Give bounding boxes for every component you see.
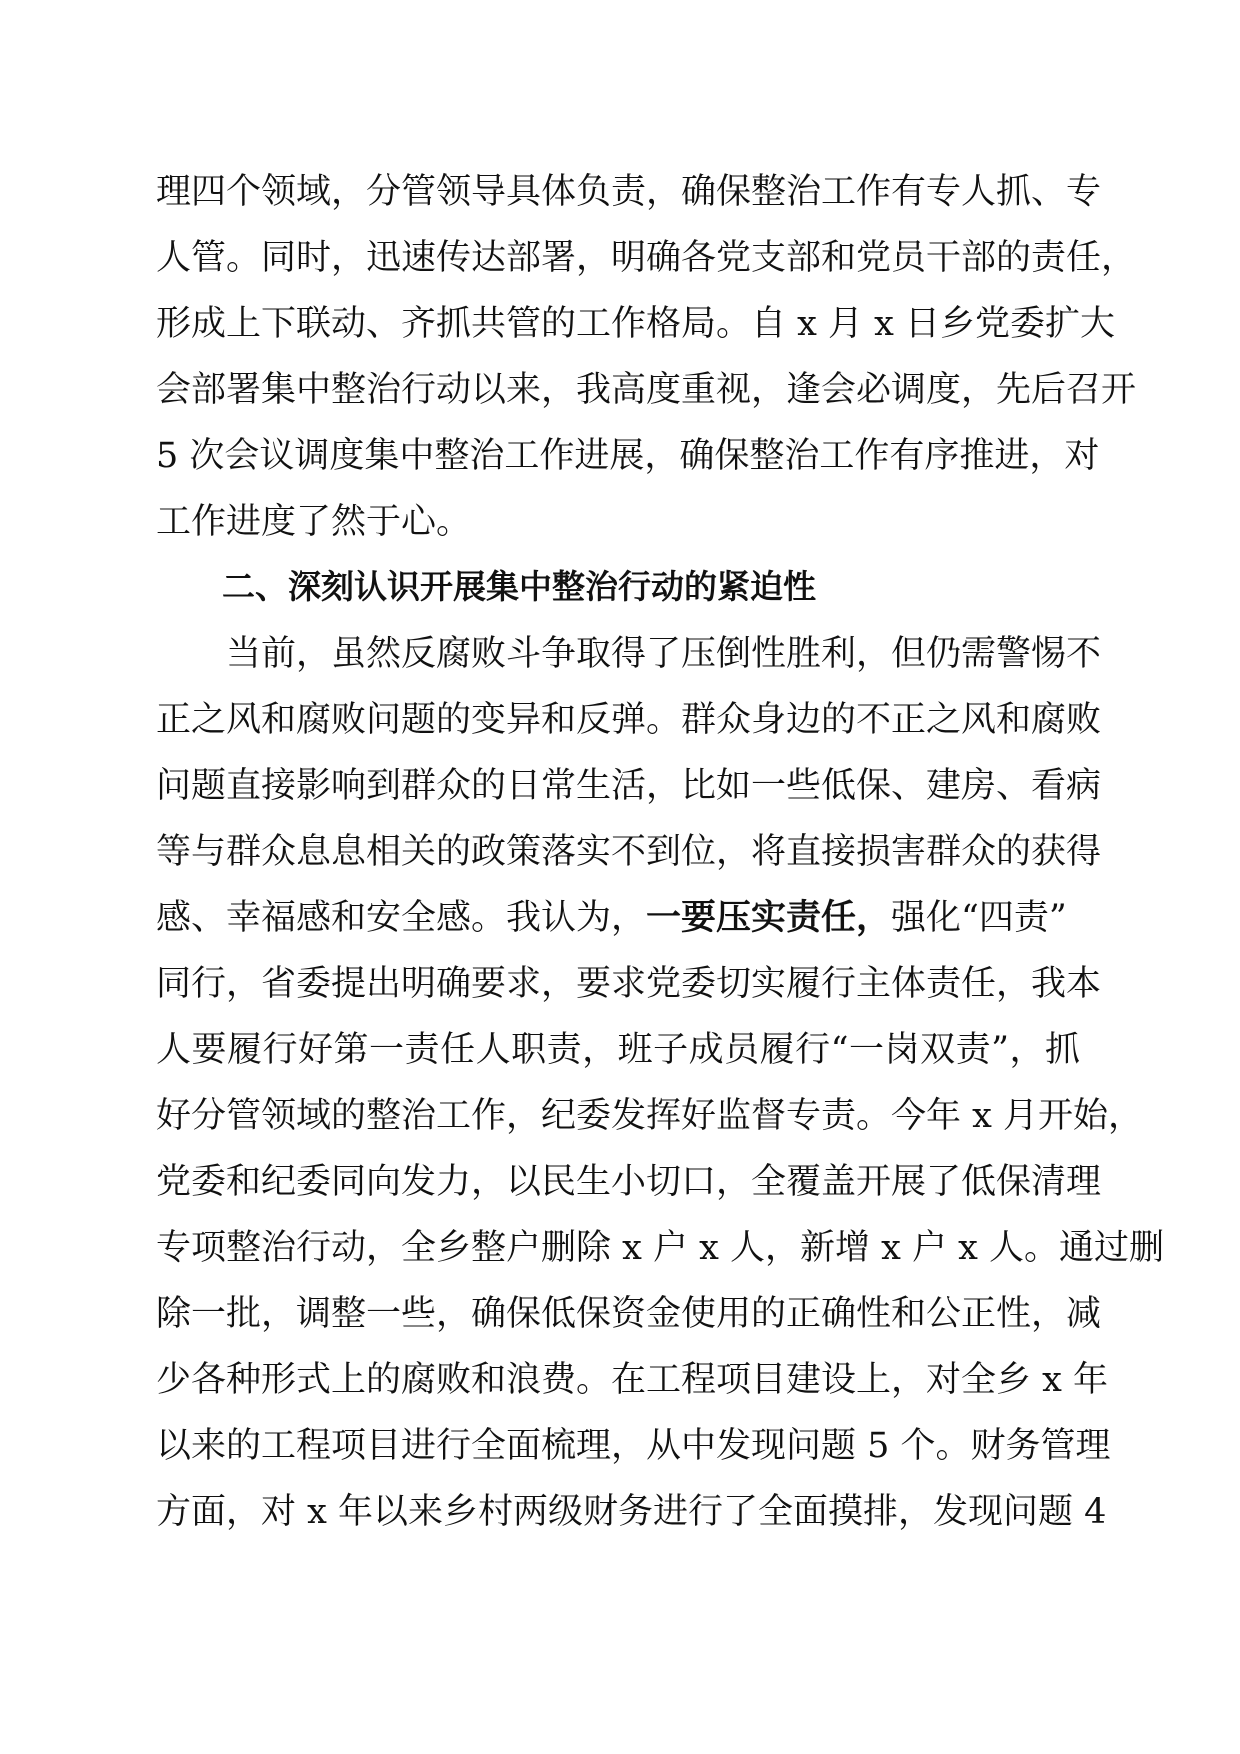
body-text-span: 强化“四责” xyxy=(891,898,1067,938)
body-text-line: 好分管领域的整治工作，纪委发挥好监督专责。今年 x 月开始， xyxy=(156,1096,1143,1136)
body-text-line: 理四个领域，分管领导具体负责，确保整治工作有专人抓、专 xyxy=(156,172,1102,212)
body-text-line: 方面，对 x 年以来乡村两级财务进行了全面摸排，发现问题 4 xyxy=(156,1492,1107,1532)
body-text-line: 同行，省委提出明确要求，要求党委切实履行主体责任，我本 xyxy=(156,964,1102,1004)
body-text-line: 正之风和腐败问题的变异和反弹。群众身边的不正之风和腐败 xyxy=(156,700,1102,740)
body-text-line: 专项整治行动，全乡整户删除 x 户 x 人，新增 x 户 x 人。通过删 xyxy=(156,1228,1164,1268)
body-text-line: 党委和纪委同向发力，以民生小切口，全覆盖开展了低保清理 xyxy=(156,1162,1102,1202)
body-text-line: 问题直接影响到群众的日常生活，比如一些低保、建房、看病 xyxy=(156,766,1102,806)
body-text-line: 等与群众息息相关的政策落实不到位，将直接损害群众的获得 xyxy=(156,832,1102,872)
body-text-line: 少各种形式上的腐败和浪费。在工程项目建设上，对全乡 x 年 xyxy=(156,1360,1108,1400)
body-text-line: 会部署集中整治行动以来，我高度重视，逢会必调度，先后召开 xyxy=(156,370,1137,410)
body-text-line: 人要履行好第一责任人职责，班子成员履行“一岗双责”，抓 xyxy=(156,1030,1080,1070)
body-text-line: 工作进度了然于心。 xyxy=(156,502,472,542)
body-text-line xyxy=(156,898,1080,938)
emphasis-text: 一要压实责任， xyxy=(646,897,892,938)
body-text-line: 除一批，调整一些，确保低保资金使用的正确性和公正性，减 xyxy=(156,1294,1102,1334)
body-text-line: 当前，虽然反腐败斗争取得了压倒性胜利，但仍需警惕不 xyxy=(226,634,1102,674)
body-text-line: 5 次会议调度集中整治工作进展，确保整治工作有序推进，对 xyxy=(156,436,1100,476)
section-heading: 二、深刻认识开展集中整治行动的紧迫性 xyxy=(222,567,816,606)
body-text-line: 形成上下联动、齐抓共管的工作格局。自 x 月 x 日乡党委扩大 xyxy=(156,304,1115,344)
body-text-span: 感、幸福感和安全感。我认为， xyxy=(156,898,647,938)
body-text-line: 以来的工程项目进行全面梳理，从中发现问题 5 个。财务管理 xyxy=(156,1426,1111,1466)
body-text-line: 人管。同时，迅速传达部署，明确各党支部和党员干部的责任， xyxy=(156,238,1137,278)
